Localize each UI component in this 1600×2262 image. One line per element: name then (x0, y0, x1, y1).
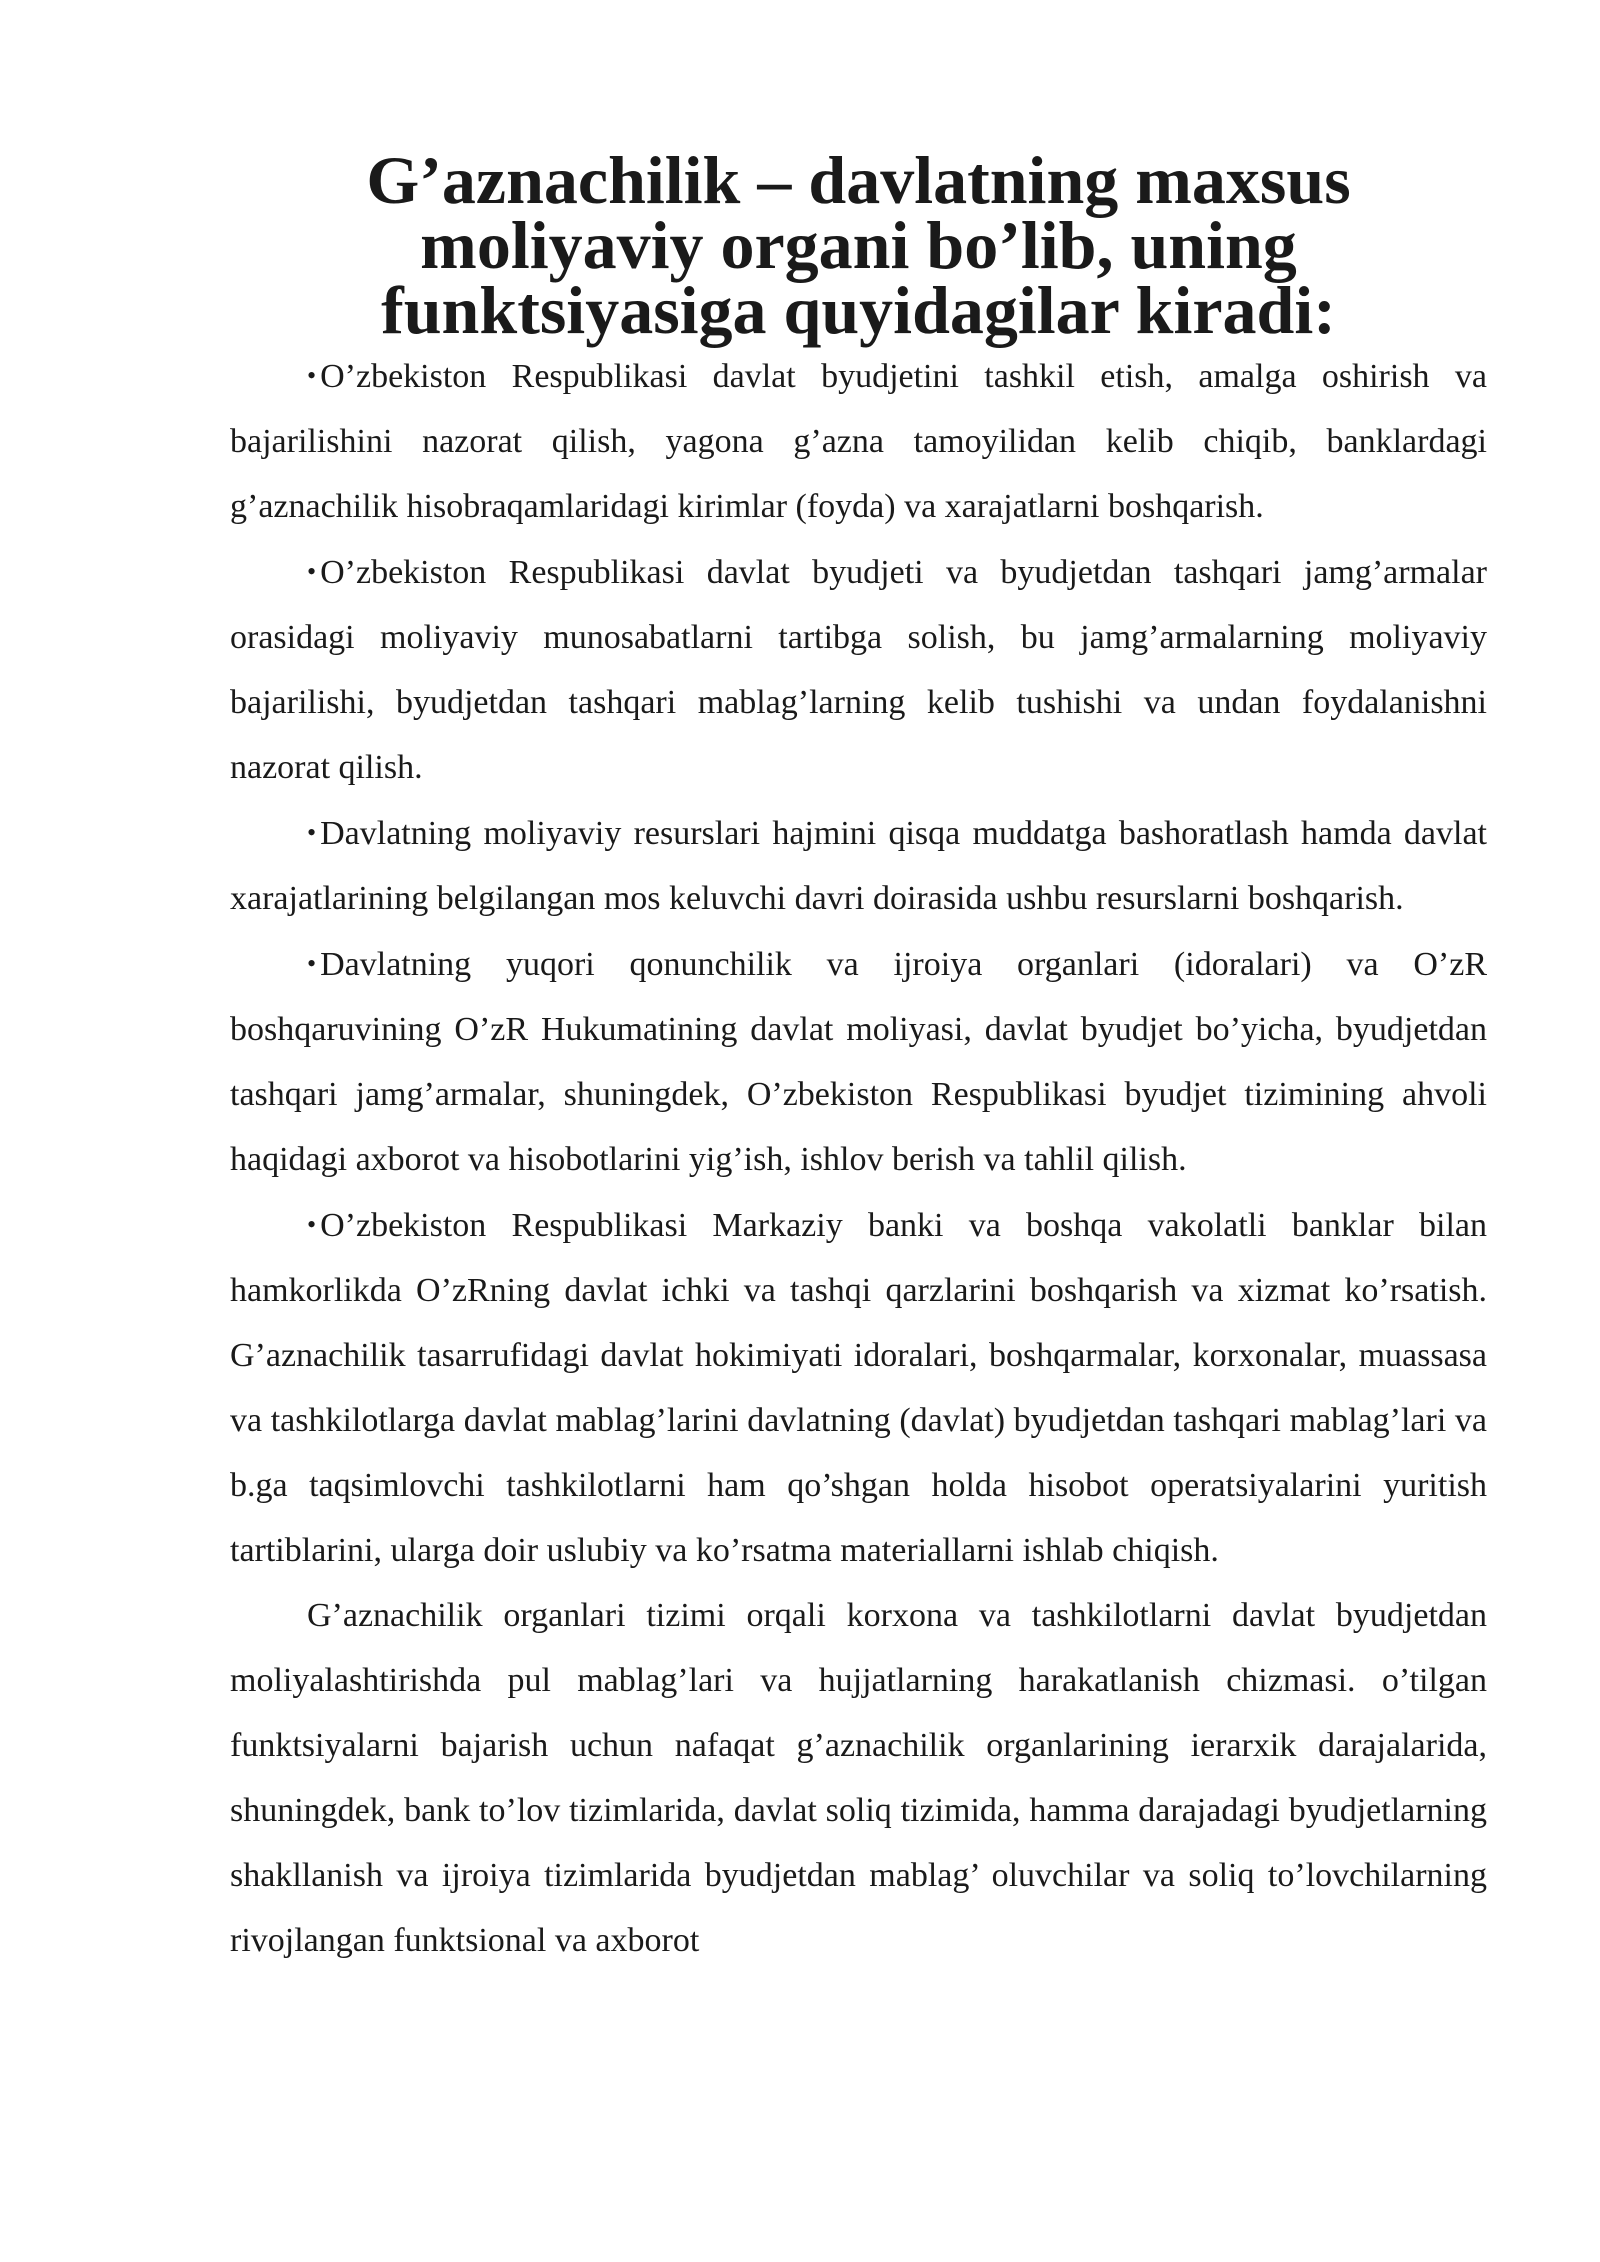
bullet-icon: • (307, 361, 317, 390)
bullet-text-1: O’zbekiston Respublikasi davlat byudjetini tashkil etish, amalga oshirish va bajarilishini nazorat qilish, yagona g’azna tamoyilidan kelib chiqib, banklardagi g’aznachilik hisobraqamlaridagi kirimlar (foyda) va xarajatlarni boshqarish. (230, 358, 1487, 525)
bullet-text-4: Davlatning yuqori qonunchilik va ijroiya organlari (idoralari) va O’zR boshqaruvining O’zR Hukumatining davlat moliyasi, davlat byudjet bo’yicha, byudjetdan tashqari jamg’armalar, shuningdek, O’zbekiston Respublikasi byudjet tizimining ahvoli haqidagi axborot va hisobotlarini yig’ish, ishlov berish va tahlil qilish. (230, 946, 1487, 1178)
bullet-paragraph-3 (230, 800, 1487, 931)
bullet-icon: • (307, 1210, 317, 1239)
bullet-text-3: Davlatning moliyaviy resurslari hajmini qisqa muddatga bashoratlash hamda davlat xarajatlarining belgilangan mos keluvchi davri doirasida ushbu resurslarni boshqarish. (230, 815, 1487, 917)
bullet-paragraph-2 (230, 539, 1487, 800)
document-title-line-2: funktsiyasiga quyidagilar kiradi: (381, 272, 1336, 348)
bullet-text-2: O’zbekiston Respublikasi davlat byudjeti va byudjetdan tashqari jamg’armalar orasidagi moliyaviy munosabatlarni tartibga solish, bu jamg’armalarning moliyaviy bajarilishi, byudjetdan tashqari mablag’larning kelib tushishi va undan foydalanishni nazorat qilish. (230, 554, 1487, 786)
document-title-line-1: G’aznachilik – davlatning maxsus moliyaviy organi bo’lib, uning (366, 142, 1351, 283)
bullet-paragraph-4 (230, 931, 1487, 1192)
bullet-icon: • (307, 818, 317, 847)
bullet-icon: • (307, 949, 317, 978)
document-page (230, 142, 1487, 1973)
bullet-text-5: O’zbekiston Respublikasi Markaziy banki va boshqa vakolatli banklar bilan hamkorlikda O’zRning davlat ichki va tashqi qarzlarini boshqarish va xizmat ko’rsatish. G’aznachilik tasarrufidagi davlat hokimiyati idoralari, boshqarmalar, korxonalar, muassasa va tashkilotlarga davlat mablag’larini davlatning (davlat) byudjetdan tashqari mablag’lari va b.ga taqsimlovchi tashkilotlarni ham qo’shgan holda hisobot operatsiyalarini yuritish tartiblarini, ularga doir uslubiy va ko’rsatma materiallarni ishlab chiqish. (230, 1207, 1487, 1569)
closing-paragraph: G’aznachilik organlari tizimi orqali korxona va tashkilotlarni davlat byudjetdan moliyalashtirishda pul mablag’lari va hujjatlarning harakatlanish chizmasi. o’tilgan funktsiyalarni bajarish uchun nafaqat g’aznachilik organlarining ierarxik darajalarida, shuningdek, bank to’lov tizimlarida, davlat soliq tizimida, hamma darajadagi byudjetlarning shakllanish va ijroiya tizimlarida byudjetdan mablag’ oluvchilar va soliq to’lovchilarning rivojlangan funktsional va axborot (230, 1597, 1487, 1959)
bullet-icon: • (307, 557, 317, 586)
document-title (230, 142, 1487, 348)
bullet-paragraph-1 (230, 343, 1487, 539)
bullet-paragraph-5 (230, 1192, 1487, 1583)
